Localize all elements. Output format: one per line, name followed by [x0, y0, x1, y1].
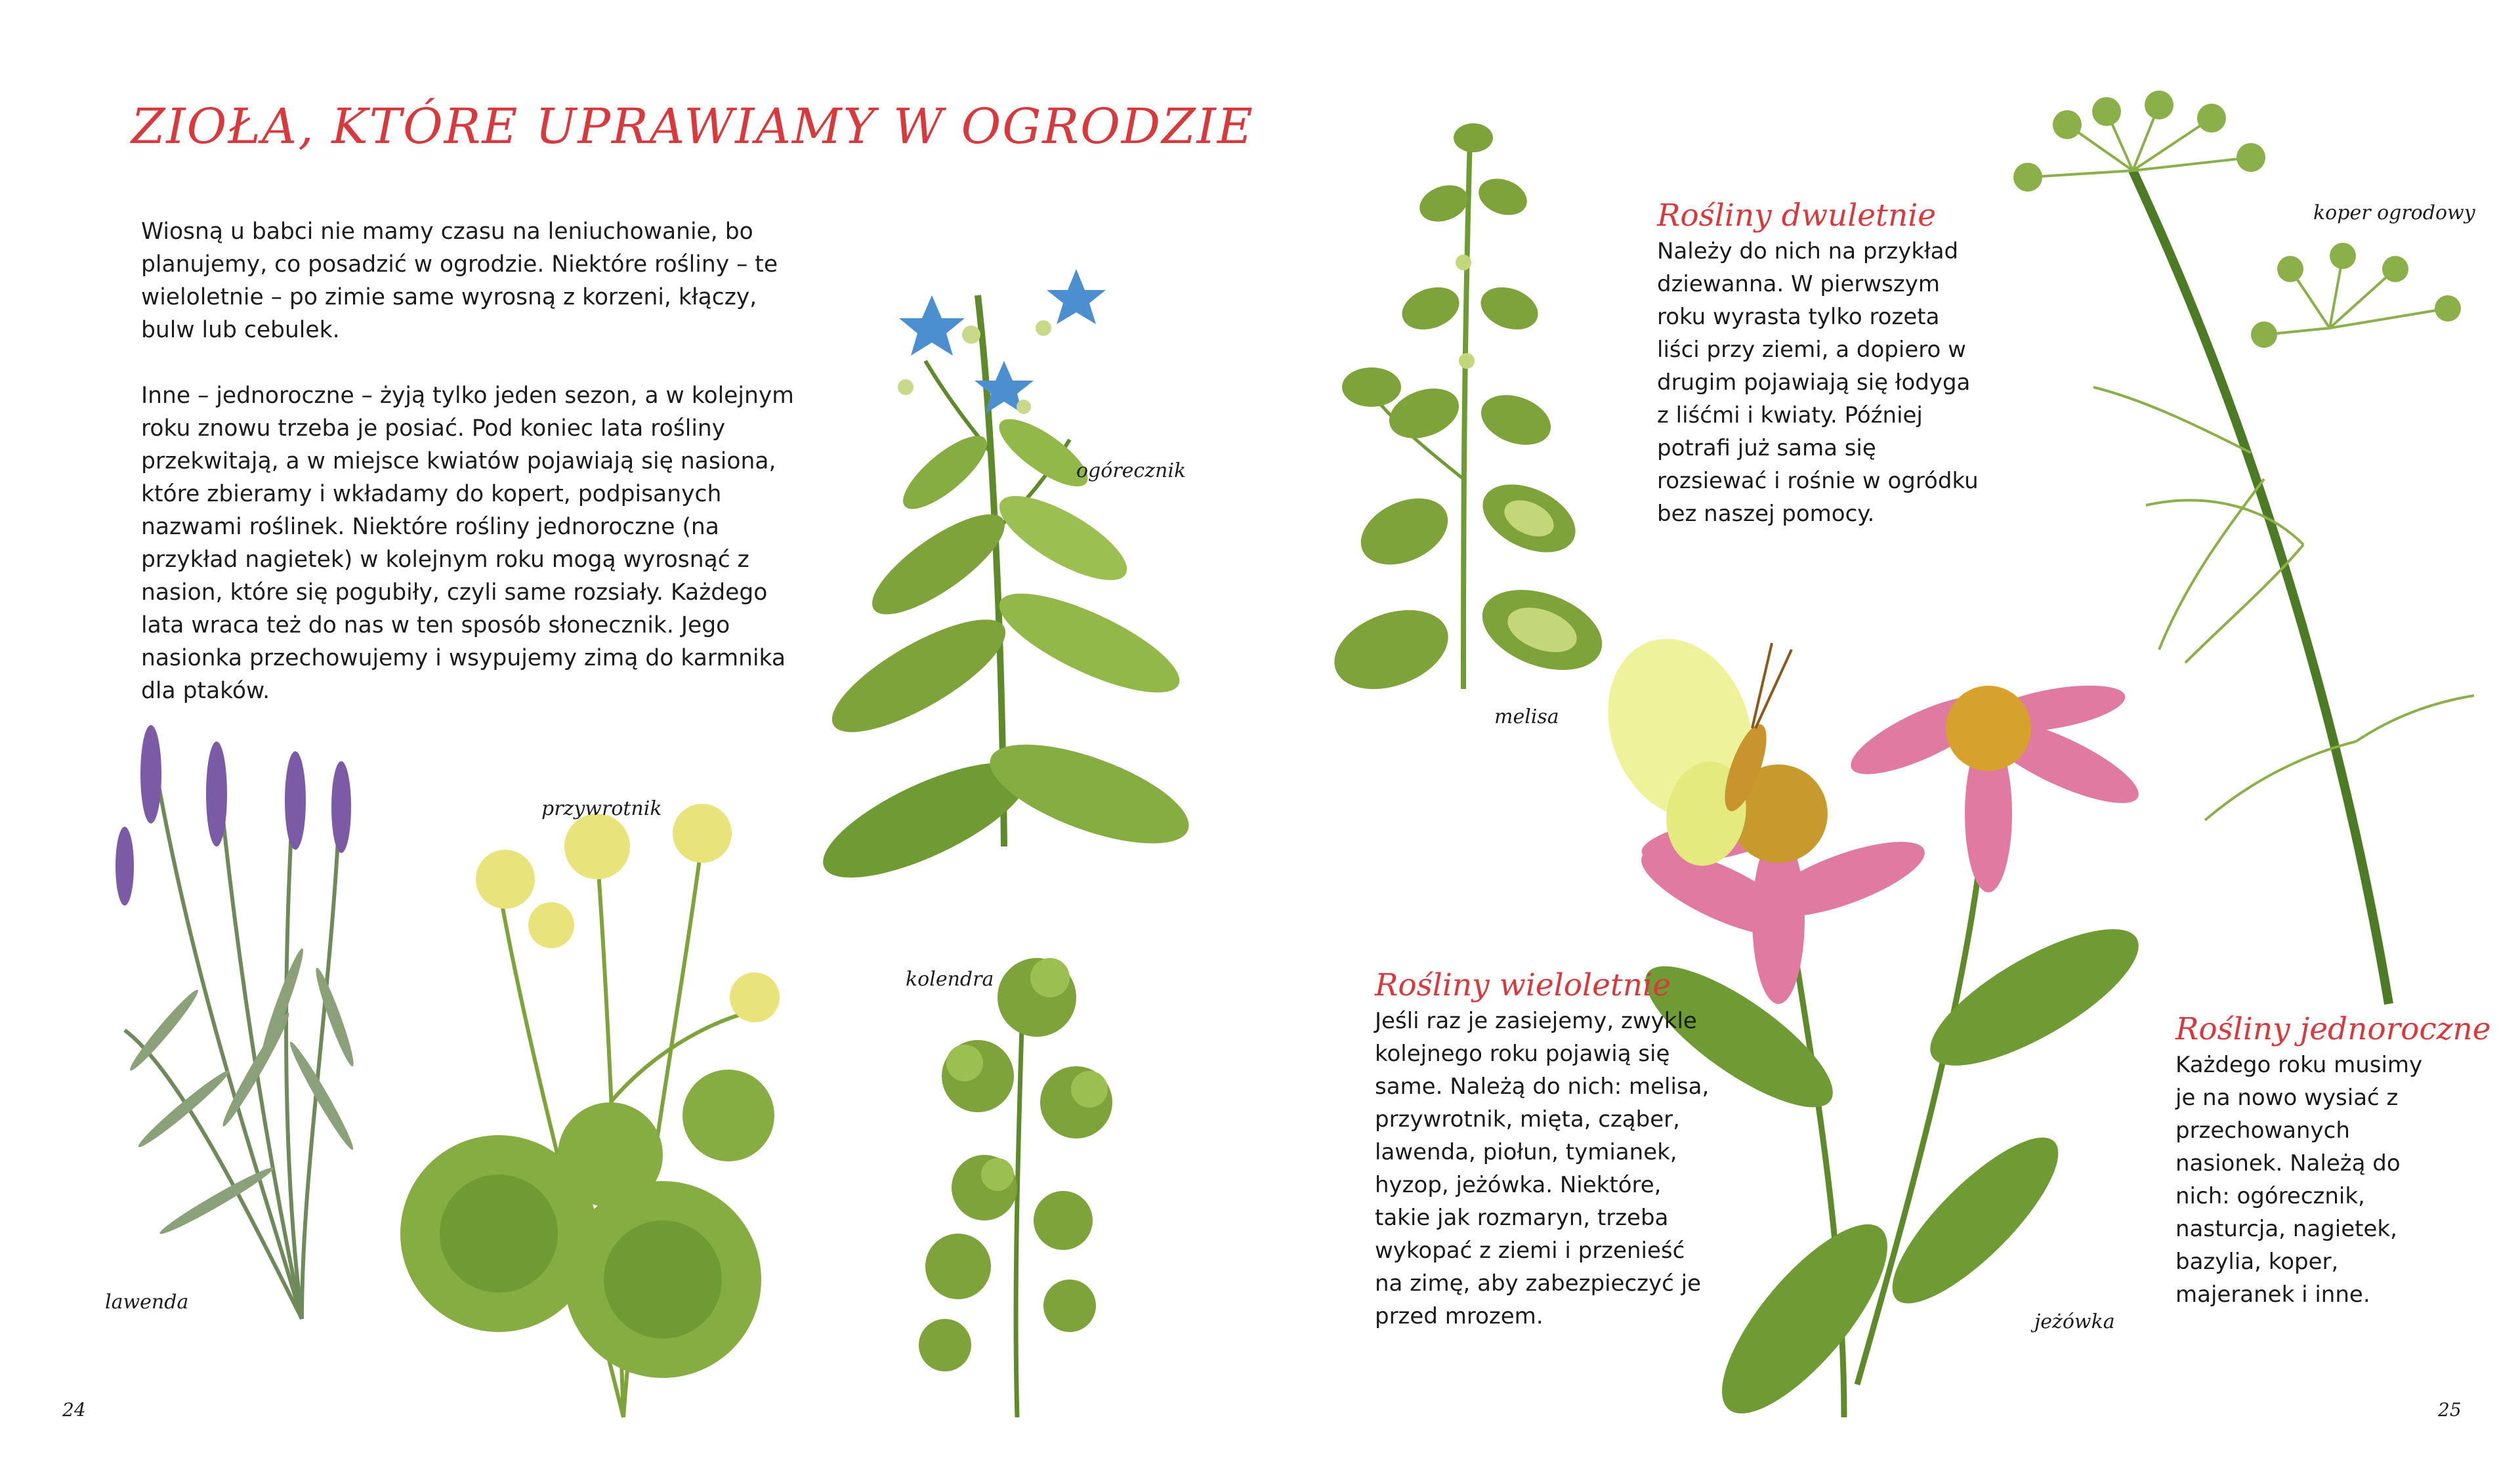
section-perennial	[1375, 967, 1710, 1333]
label-lawenda: lawenda	[105, 1291, 189, 1314]
coriander-illustration	[906, 938, 1122, 1417]
section-biennial	[1657, 197, 1985, 530]
label-jezowka: jeżówka	[2034, 1310, 2115, 1333]
label-melisa: melisa	[1494, 705, 1559, 728]
label-koper: koper ogrodowy	[2313, 201, 2475, 224]
lavender-illustration	[85, 702, 381, 1325]
page-title: ZIOŁA, KTÓRE UPRAWIAMY W OGRODZIE	[131, 98, 1254, 155]
annual-text: Każdego roku musimy je na nowo wysiać z przechowanych nasionek. Należą do nich: ogórecznik, nasturcja, nagietek, bazylia, koper, majeranek i inne.	[2175, 1052, 2423, 1308]
annual-heading: Rośliny jednoroczne	[2175, 1011, 2491, 1047]
lemon-balm-illustration	[1332, 112, 1595, 702]
section-annual	[2175, 1010, 2491, 1311]
biennial-heading: Rośliny dwuletnie	[1657, 198, 1937, 234]
label-ogorecznik: ogórecznik	[1076, 459, 1186, 482]
perennial-text: Jeśli raz je zasiejemy, zwykle kolejnego roku pojawią się same. Należą do nich: melisa, przywrotnik, mięta, cząber, lawenda, piołun, tymianek, hyzop, jeżówka. Niektóre, takie jak rozmaryn, trzeba wykopać z ziemi i przenieść na zimę, aby zabezpieczyć je przed mrozem.	[1375, 1008, 1710, 1329]
page-number-right: 25	[2438, 1399, 2462, 1421]
lady-mantle-illustration	[427, 774, 794, 1424]
page-number-left: 24	[62, 1399, 86, 1421]
biennial-text: Należy do nich na przykład dziewanna. W pierwszym roku wyrasta tylko rozeta liści przy ziemi, a dopiero w drugim pojawiają się łodyga z liśćmi i kwiaty. Później potrafi już sama się rozsiewać i rośnie w ogródku bez naszej pomocy.	[1657, 238, 1979, 527]
intro-paragraph-2: Inne – jednoroczne – żyją tylko jeden sezon, a w kolejnym roku znowu trzeba je posiać. Pod koniec lata rośliny przekwitają, a w miejsce kwiatów pojawiają się nasiona, które zbieramy i wkładamy do kopert, podpisanych nazwami roślinek. Niektóre rośliny jednoroczne (na przykład nagietek) w kolejnym roku mogą wyrosnąć z nasion, które się pogubiły, czyli same rozsiały. Każdego lata wraca też do nas w ten sposób słonecznik. Jego nasionka przechowujemy i wsypujemy zimą do karmnika dla ptaków.	[141, 383, 794, 704]
intro-paragraph-1: Wiosną u babci nie mamy czasu na leniuchowanie, bo planujemy, co posadzić w ogrodzie. Niektóre rośliny – te wieloletnie – po zimie same wyrosną z korzeni, kłączy, bulw lub cebulek.	[141, 219, 778, 343]
borage-illustration	[827, 256, 1181, 846]
intro-text	[141, 215, 817, 740]
label-kolendra: kolendra	[906, 968, 994, 991]
perennial-heading: Rośliny wieloletnie	[1375, 967, 1671, 1003]
label-przywrotnik: przywrotnik	[541, 797, 662, 820]
right-page	[1260, 0, 2520, 1479]
